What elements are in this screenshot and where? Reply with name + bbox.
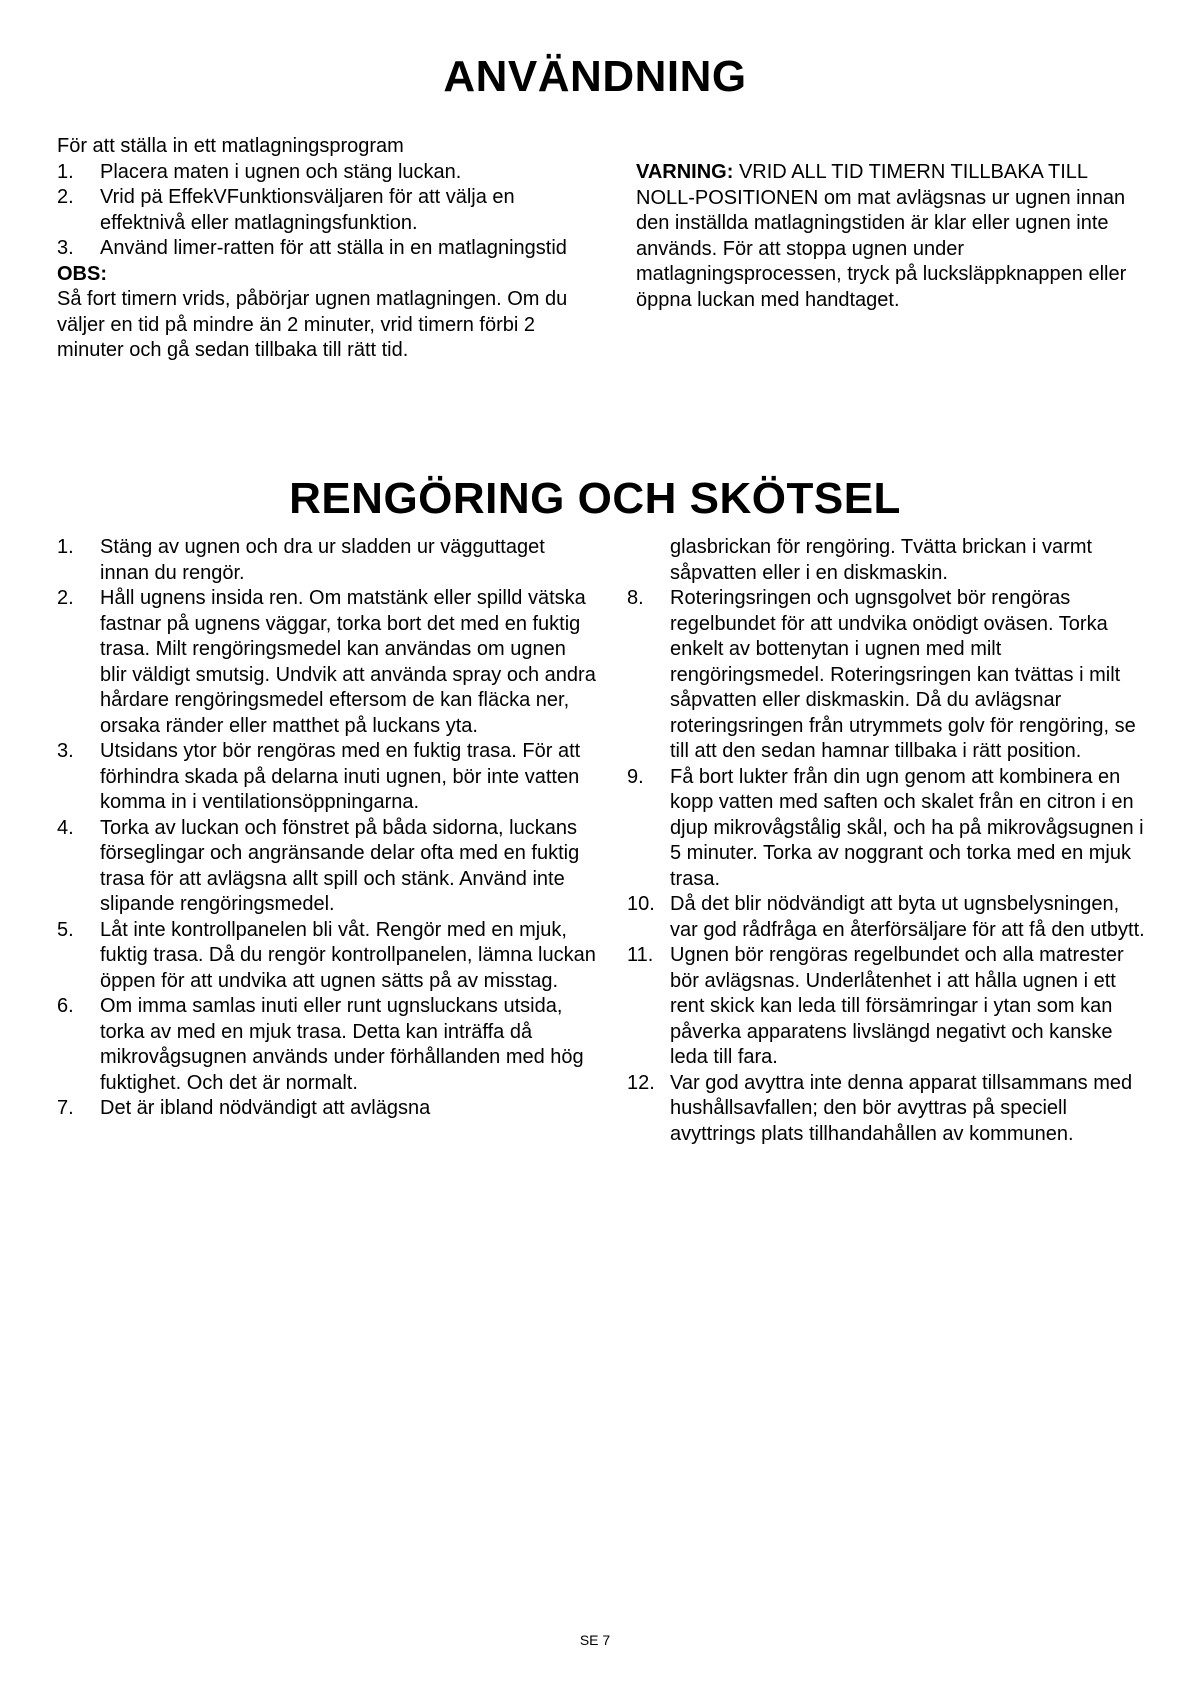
warning-label: VARNING: — [636, 161, 734, 183]
cleaning-item — [57, 994, 597, 1096]
item-number: 9. — [627, 765, 644, 788]
cleaning-item — [57, 918, 597, 995]
cleaning-list-left — [57, 535, 597, 1122]
item-text: Håll ugnens insida ren. Om matstänk eller spilld vätska fastnar på ugnens väggar, torka bort det med en fuktig trasa. Milt rengöringsmedel kan användas om ugnen blir väldigt smutsig. Undvik att använda spray och andra hårdare rengöringsmedel eftersom de kan fläcka ner, orsaka ränder eller matthet på luckans yta. — [100, 587, 596, 737]
item-number: 10. — [627, 893, 655, 915]
item-number: 11. — [627, 944, 654, 966]
cleaning-left-column — [57, 535, 597, 1122]
usage-title: ANVÄNDNING — [443, 52, 747, 101]
item-number: 12. — [627, 1071, 655, 1094]
item-number: 2. — [57, 587, 74, 609]
cleaning-item — [57, 535, 597, 586]
item-number: 8. — [627, 587, 644, 609]
cleaning-item — [627, 1071, 1152, 1148]
step-number: 1. — [57, 160, 74, 183]
usage-left-column — [57, 134, 577, 364]
obs-label: OBS: — [57, 262, 107, 285]
cleaning-item — [57, 1096, 597, 1122]
page-number: SE 7 — [579, 1632, 611, 1648]
cleaning-right-column — [627, 535, 1152, 1147]
item-text: Om imma samlas inuti eller runt ugnsluckans utsida, torka av med en mjuk trasa. Detta kan inträffa då mikrovågsugnen används under förhållanden med hög fuktighet. Och det är normalt. — [100, 995, 584, 1094]
usage-step — [57, 236, 577, 262]
cleaning-item — [57, 816, 597, 918]
item-number: 6. — [57, 995, 74, 1017]
step-number: 2. — [57, 186, 74, 208]
cleaning-item — [57, 586, 597, 739]
usage-steps — [57, 160, 577, 262]
cleaning-item — [627, 943, 1152, 1071]
item-number: 4. — [57, 816, 74, 839]
cleaning-item — [627, 586, 1152, 765]
item-text: Det är ibland nödvändigt att avlägsna — [100, 1097, 431, 1119]
item-number: 7. — [57, 1097, 74, 1119]
cleaning-item — [627, 892, 1152, 943]
warning-paragraph — [636, 160, 1141, 313]
usage-intro: För att ställa in ett matlagningsprogram — [57, 135, 404, 157]
item-text: Var god avyttra inte denna apparat tillsammans med hushållsavfallen; den bör avyttras på speciell avyttrings plats tillhandahållen av kommunen. — [670, 1071, 1133, 1145]
step-text: Använd limer-ratten för att ställa in en matlagningstid — [100, 237, 567, 259]
cleaning-title: RENGÖRING OCH SKÖTSEL — [289, 474, 901, 523]
item-text: Utsidans ytor bör rengöras med en fuktig trasa. För att förhindra skada på delarna inuti ugnen, bör inte vatten komma in i ventilationsöppningarna. — [100, 740, 581, 813]
item-text: Låt inte kontrollpanelen bli våt. Rengör med en mjuk, fuktig trasa. Då du rengör kontrollpanelen, lämna luckan öppen för att undvika att ugnen sätts på av misstag. — [100, 918, 596, 992]
item-text: Roteringsringen och ugnsgolvet bör rengöras regelbundet för att undvika onödigt oväsen. Torka enkelt av bottenytan i ugnen med milt rengöringsmedel. Roteringsringen kan tvättas i milt såpvatten eller diskmaskin. Då du avlägsnar roteringsringen från utrymmets golv för rengöring, se till att den sedan hamnar tillbaka i rätt position. — [670, 587, 1136, 762]
item-number: 5. — [57, 918, 74, 941]
item-text: Ugnen bör rengöras regelbundet och alla matrester bör avlägsnas. Underlåtenhet i att hålla ugnen i ett rent skick kan leda till försämringar i ytan som kan påverka apparatens livslängd negativt och kanske leda till fara. — [670, 944, 1124, 1068]
item-7-continuation: glasbrickan för rengöring. Tvätta brickan i varmt såpvatten eller i en diskmaskin. — [670, 536, 1093, 584]
usage-step — [57, 185, 577, 236]
item-text: Få bort lukter från din ugn genom att kombinera en kopp vatten med saften och skalet från en citron i en djup mikrovågstålig skål, och ha på mikrovågsugnen i 5 minuter. Torka av noggrant och torka med en mjuk trasa. — [670, 765, 1144, 890]
usage-right-column — [636, 160, 1141, 313]
item-text: Torka av luckan och fönstret på båda sidorna, luckans förseglingar och angränsande delar ofta med en fuktig trasa för att avlägsna allt spill och stänk. Använd inte slipande rengöringsmedel. — [100, 816, 580, 915]
obs-text: Så fort timern vrids, påbörjar ugnen matlagningen. Om du väljer en tid på mindre än 2 minuter, vrid timern förbi 2 minuter och gå sedan tillbaka till rätt tid. — [57, 288, 568, 361]
usage-step — [57, 160, 577, 186]
item-number: 3. — [57, 740, 74, 762]
item-number: 1. — [57, 536, 74, 558]
step-text: Placera maten i ugnen och stäng luckan. — [100, 160, 462, 183]
item-text: Då det blir nödvändigt att byta ut ugnsbelysningen, var god rådfråga en återförsäljare för att få den utbytt. — [670, 893, 1145, 941]
step-number: 3. — [57, 237, 74, 259]
cleaning-item — [57, 739, 597, 816]
item-text: Stäng av ugnen och dra ur sladden ur vägguttaget innan du rengör. — [100, 536, 545, 584]
warning-text: VRID ALL TID TIMERN TILLBAKA TILL NOLL-POSITIONEN om mat avlägsnas ur ugnen innan den inställda matlagningstiden är klar eller ugnen inte används. För att stoppa ugnen under matlagningsprocessen, tryck på lucksläppknappen eller öppna luckan med handtaget. — [636, 161, 1127, 311]
step-text: Vrid pä EffekVFunktionsväljaren för att välja en effektnivå eller matlagningsfunktion. — [100, 186, 515, 234]
cleaning-item — [627, 765, 1152, 893]
cleaning-list-right — [627, 586, 1152, 1147]
